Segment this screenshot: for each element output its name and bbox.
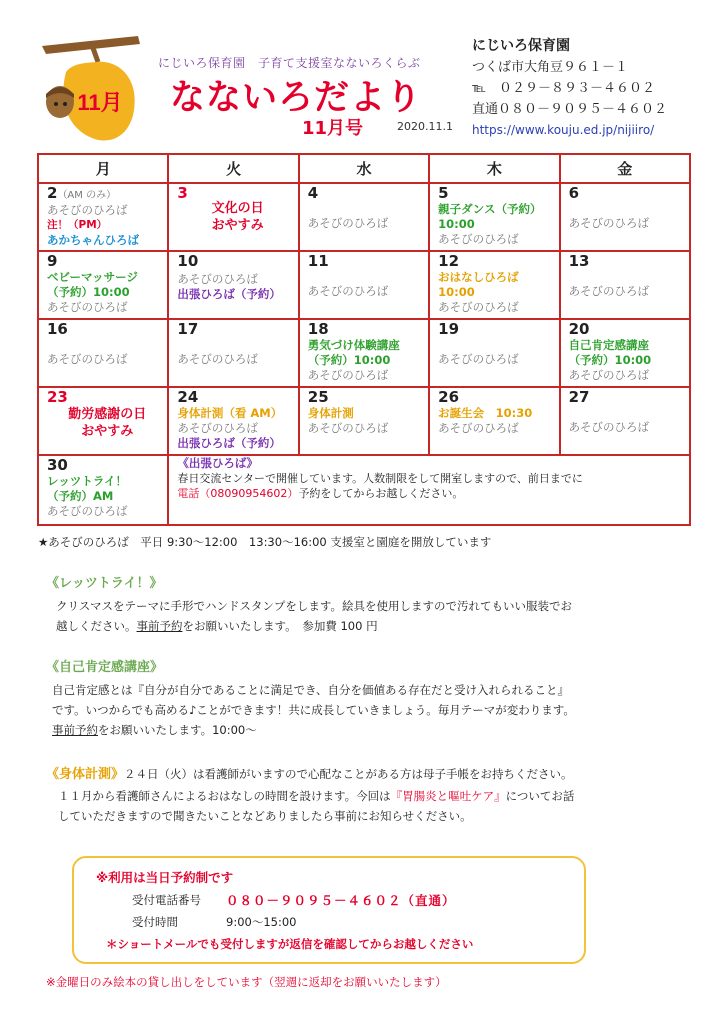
- day-number: 20: [568, 320, 590, 338]
- day-cell-20: 20 自己肯定感講座 （予約）10:00 あそびのひろば: [560, 319, 690, 387]
- issue-label: 11月号: [302, 118, 364, 139]
- weekday-wed: 水: [299, 154, 429, 183]
- day-cell-12: 12 おはなしひろば 10:00 あそびのひろば: [429, 251, 559, 319]
- day-cell-13: 13 あそびのひろば: [560, 251, 690, 319]
- tagline: にじいろ保育園 子育て支援室なないろくらぶ: [158, 56, 421, 70]
- day-cell-25: 25 身体計測 あそびのひろば: [299, 387, 429, 455]
- outreach-cell: 《出張ひろば》 春日交流センターで開催しています。人数制限をして開室しますので、前日までに 電話（08090954602）予約をしてからお越しください。: [168, 455, 690, 525]
- day-cell-30: 30 レッツトライ！ （予約）AM あそびのひろば: [38, 455, 168, 525]
- day-number: 24: [177, 388, 199, 406]
- day-cell-24: 24 身体計測（看 AM） あそびのひろば 出張ひろば（予約）: [168, 387, 298, 455]
- day-number: 30: [47, 456, 68, 474]
- reservation-time: 9:00～15:00: [226, 915, 297, 929]
- day-cell-17: 17 あそびのひろば: [168, 319, 298, 387]
- weekday-fri: 金: [560, 154, 690, 183]
- day-cell-19: 19 あそびのひろば: [429, 319, 559, 387]
- day-number: 12: [438, 252, 460, 270]
- newsletter-title: なないろだより: [170, 78, 423, 118]
- day-number: 3: [177, 184, 188, 202]
- org-info: [472, 36, 667, 141]
- calendar-week: [38, 387, 690, 455]
- day-number: 4: [307, 184, 319, 202]
- weekday-tue: 火: [168, 154, 298, 183]
- day-number: 6: [568, 184, 579, 202]
- day-cell-9: 9 ベビーマッサージ （予約）10:00 あそびのひろば: [38, 251, 168, 319]
- playroom-hours: ★あそびのひろば 平日 9:30～12:00 13:30～16:00 支援室と園庭を開放しています: [38, 535, 492, 549]
- day-number: 23: [47, 388, 68, 406]
- day-number: 25: [307, 388, 329, 406]
- day-number: 5: [438, 184, 449, 202]
- section-heading-measure: 《身体計測》: [46, 767, 125, 782]
- day-number: 9: [47, 252, 58, 270]
- day-number: 10: [177, 252, 199, 270]
- section-heading-selfesteem: 《自己肯定感講座》: [46, 660, 164, 675]
- day-cell-27: 27 あそびのひろば: [560, 387, 690, 455]
- reservation-phone: ０８０－９０９５－４６０２（直通）: [226, 893, 456, 908]
- day-number: 18: [307, 320, 329, 338]
- org-direct: 直通０８０－９０９５－４６０２: [472, 102, 668, 117]
- selfesteem-text: です。いつからでも高める♪ことができます！共に成長していきましょう。毎月テーマが変わります。: [52, 703, 575, 717]
- section-heading-letstry: 《レッツトライ！》: [46, 576, 163, 591]
- day-number: 17: [177, 320, 199, 338]
- calendar-header-row: [38, 154, 690, 183]
- reservation-box: [72, 856, 586, 964]
- day-cell-11: 11 あそびのひろば: [299, 251, 429, 319]
- day-number: 19: [438, 320, 460, 338]
- day-cell-23: 23 勤労感謝の日 おやすみ: [38, 387, 168, 455]
- reservation-time-label: 受付時間: [132, 915, 178, 929]
- weekday-mon: 月: [38, 154, 168, 183]
- measure-text: していただきますので聞きたいことなどありましたら事前にお知らせください。: [58, 809, 472, 823]
- org-url[interactable]: https://www.kouju.ed.jp/nijiiro/: [472, 123, 655, 137]
- day-cell-16: 16 あそびのひろば: [38, 319, 168, 387]
- letstry-text: クリスマスをテーマに手形でハンドスタンプをします。絵具を使用しますので汚れてもいい服装でお: [56, 599, 572, 613]
- org-tel: ℡ ０２９－８９３－４６０２: [472, 81, 655, 96]
- issue-date: 2020.11.1: [397, 120, 453, 133]
- day-cell-2: 2（AM のみ） あそびのひろば 注！（PM） あかちゃんひろば: [38, 183, 168, 251]
- outreach-title: 《出張ひろば》: [177, 456, 259, 470]
- day-number: 26: [438, 388, 460, 406]
- day-number: 16: [47, 320, 68, 338]
- measure-text: １１月から看護師さんによるおはなしの時間を設けます。今回は『胃腸炎と嘔吐ケア』についてお話: [58, 789, 575, 803]
- day-number: 2: [47, 184, 58, 202]
- measure-text: 《身体計測》２４日（火）は看護師がいますので心配なことがある方は母子手帳をお持ちください。: [46, 767, 573, 782]
- org-address: つくば市大角豆９６１－１: [472, 60, 629, 75]
- calendar-week: [38, 251, 690, 319]
- weekday-thu: 木: [429, 154, 559, 183]
- reservation-phone-label: 受付電話番号: [132, 893, 201, 907]
- day-cell-10: 10 あそびのひろば 出張ひろば（予約）: [168, 251, 298, 319]
- day-cell-6: 6 あそびのひろば: [560, 183, 690, 251]
- day-number: 27: [568, 388, 590, 406]
- reservation-title: ※利用は当日予約制です: [96, 870, 234, 885]
- org-name: にじいろ保育園: [472, 38, 570, 54]
- day-cell-26: 26 お誕生会 10:30 あそびのひろば: [429, 387, 559, 455]
- selfesteem-text: 自己肯定感とは『自分が自分であることに満足でき、自分を価値ある存在だと受け入れられること』: [52, 683, 570, 697]
- day-cell-5: 5 親子ダンス（予約） 10:00 あそびのひろば: [429, 183, 559, 251]
- day-cell-3: 3 文化の日 おやすみ: [168, 183, 298, 251]
- reservation-note: ＊ショートメールでも受付しますが返信を確認してからお越しください: [106, 937, 474, 951]
- letstry-text: 越しください。事前予約をお願いいたします。 参加費 100 円: [56, 619, 378, 633]
- outreach-phone: 電話（08090954602）: [177, 487, 299, 500]
- calendar-week: [38, 319, 690, 387]
- footer-note: ※金曜日のみ絵本の貸し出しをしています（翌週に返却をお願いいたします）: [46, 975, 447, 989]
- calendar-week: [38, 183, 690, 251]
- day-cell-18: 18 勇気づけ体験講座 （予約）10:00 あそびのひろば: [299, 319, 429, 387]
- day-cell-4: 4 あそびのひろば: [299, 183, 429, 251]
- calendar: [37, 153, 691, 526]
- day-number: 13: [568, 252, 590, 270]
- day-number: 11: [307, 252, 329, 270]
- acorn-leaf-logo: [38, 32, 146, 144]
- calendar-week: [38, 455, 690, 525]
- selfesteem-text: 事前予約をお願いいたします。10:00～: [52, 723, 257, 737]
- outreach-text: 春日交流センターで開催しています。人数制限をして開室しますので、前日までに: [177, 472, 583, 485]
- month-badge: 11月: [77, 90, 123, 115]
